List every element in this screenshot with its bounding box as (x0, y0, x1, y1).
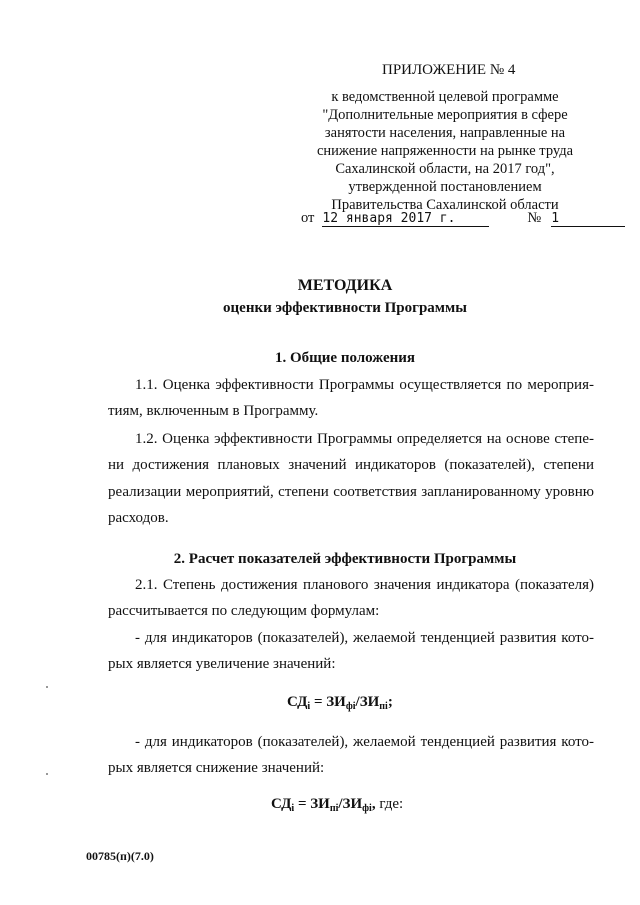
document-title: МЕТОДИКА (297, 277, 393, 294)
formula-slash: /ЗИ (355, 694, 380, 710)
formula-sub: i (291, 803, 295, 814)
formula-end: , (371, 796, 376, 812)
appendix-description-line: Сахалинской области, на 2017 год", (335, 161, 555, 177)
paragraph-1-2: 1.2. Оценка эффективности Программы определяется на основе степени достижения плановых значений индикаторов (показателей), степени реализации мероприятий, степени соответствия запланированному уровню расходов. (108, 431, 594, 526)
formula-lhs: СД (287, 694, 308, 710)
section-heading-general: 1. Общие положения (274, 350, 416, 366)
paragraph-increase-indicators: - для индикаторов (показателей), желаемой тенденцией развития которых является увеличение значений: (108, 630, 594, 673)
appendix-description-line: к ведомственной целевой программе (331, 89, 559, 105)
date-value: 12 января 2017 г. (322, 211, 489, 227)
formula-eq: = ЗИ (294, 796, 330, 812)
section-heading-calculation: 2. Расчет показателей эффективности Программы (173, 551, 517, 567)
scan-speck (46, 686, 48, 688)
appendix-title: ПРИЛОЖЕНИЕ № 4 (382, 62, 516, 78)
formula-end: ; (387, 694, 393, 710)
formula-eq: = ЗИ (310, 694, 346, 710)
paragraph-2-1: 2.1. Степень достижения планового значения индикатора (показателя) рассчитывается по следующим формулам: (108, 577, 594, 620)
appendix-description-line: Правительства Сахалинской области (331, 197, 559, 213)
document-subtitle: оценки эффективности Программы (223, 300, 467, 316)
scan-speck (46, 773, 48, 775)
formula-tail: где: (375, 796, 404, 812)
formula-sub: пi (379, 701, 388, 712)
number-value: 1 (551, 211, 625, 227)
formula-sub: фi (345, 701, 356, 712)
appendix-description-line: утвержденной постановлением (348, 179, 542, 195)
order-date-number-line (301, 210, 625, 227)
appendix-description-line: снижение напряженности на рынке труда (316, 143, 574, 159)
formula-decrease (271, 796, 403, 814)
formula-sub: фi (362, 803, 372, 814)
date-label: от (301, 210, 315, 226)
paragraph-decrease-indicators: - для индикаторов (показателей), желаемой тенденцией развития которых является снижение значений: (108, 734, 594, 777)
formula-lhs: СД (271, 796, 292, 812)
formula-sub: пi (329, 803, 339, 814)
appendix-description-line: занятости населения, направленные на (324, 125, 566, 141)
document-code: 00785(п)(7.0) (86, 849, 154, 863)
paragraph-1-1: 1.1. Оценка эффективности Программы осуществляется по мероприятиям, включенным в Программу. (108, 377, 594, 420)
appendix-description (300, 88, 590, 214)
formula-increase (287, 694, 393, 712)
formula-sub: i (307, 701, 311, 712)
appendix-description-line: "Дополнительные мероприятия в сфере (322, 107, 568, 123)
formula-slash: /ЗИ (338, 796, 363, 812)
number-label: № (527, 210, 542, 226)
